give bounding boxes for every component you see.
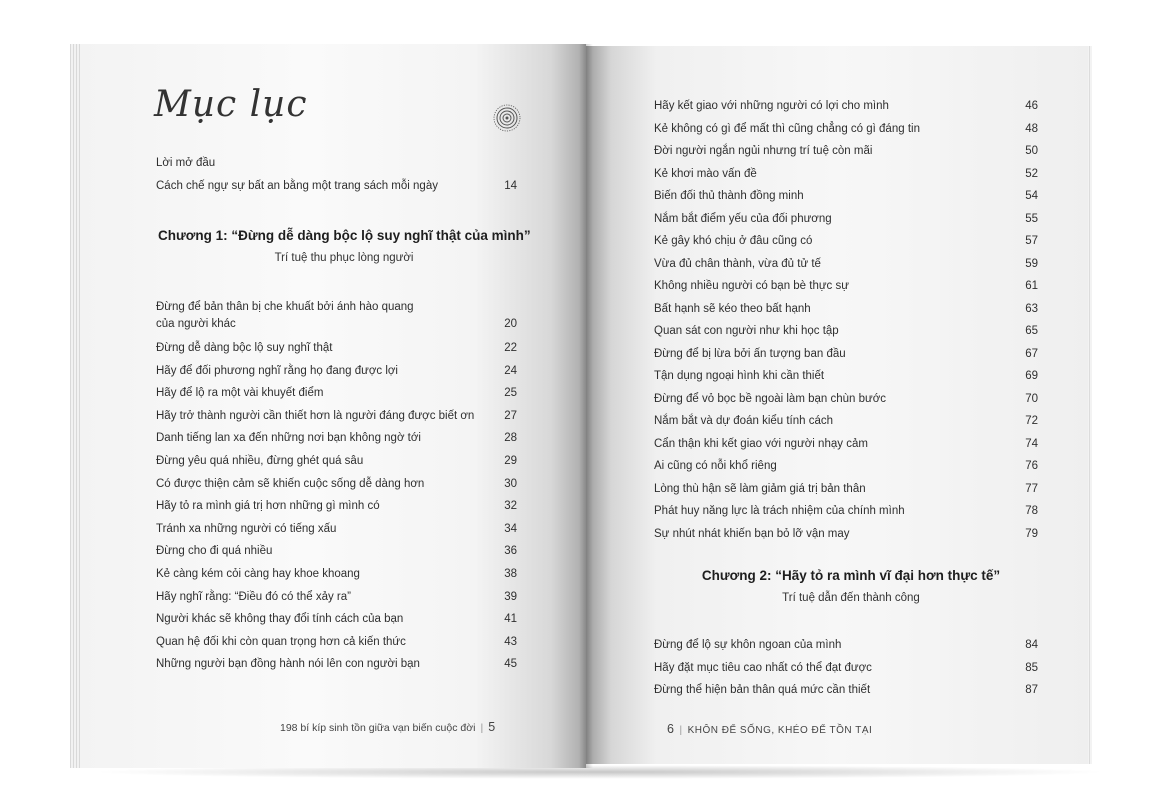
toc-entry-page: 59 — [1025, 257, 1038, 270]
toc-entry-page: 77 — [1025, 482, 1038, 495]
page-number: 5 — [488, 720, 496, 734]
toc-entry-page: 78 — [1025, 505, 1038, 517]
toc-entry-text: Có được thiện cảm sẽ khiến cuộc sống dễ dàng hơn — [156, 477, 425, 490]
toc-entry-text: Những người bạn đồng hành nói lên con người bạn — [156, 658, 420, 671]
footer-book-title: KHÔN ĐỂ SỐNG, KHÉO ĐỂ TỒN TẠI — [687, 725, 873, 736]
toc-entry-text: Ai cũng có nỗi khổ riêng — [654, 460, 777, 472]
toc-entry-page: 45 — [504, 658, 517, 671]
toc-entry-text: Hãy để lộ ra một vài khuyết điểm — [156, 387, 324, 400]
toc-entry-page: 36 — [504, 545, 517, 558]
toc-entry-text: Tránh xa những người có tiếng xấu — [156, 522, 337, 535]
toc-entry-text: Đừng để bị lừa bởi ấn tượng ban đầu — [654, 347, 846, 360]
toc-entry-text: Bất hạnh sẽ kéo theo bất hạnh — [654, 302, 811, 315]
toc-entry-page: 25 — [504, 387, 517, 400]
toc-entry-text: Người khác sẽ không thay đổi tính cách của bạn — [156, 613, 404, 626]
toc-entry-text: Tận dụng ngoại hình khi cần thiết — [654, 370, 825, 382]
toc-entry-text: Cách chế ngự sự bất an bằng một trang sách mỗi ngày — [156, 180, 438, 192]
toc-entry-page: 34 — [504, 522, 517, 535]
toc-entry-page: 38 — [504, 568, 517, 580]
toc-entry-page: 24 — [504, 364, 517, 377]
toc-entry-text: Quan hệ đối khi còn quan trọng hơn cả kiến thức — [156, 635, 406, 648]
toc-entry-text: Nắm bắt và dự đoán kiểu tính cách — [654, 415, 834, 427]
toc-entry-page: 84 — [1025, 639, 1038, 651]
toc-entry-text: Hãy để đối phương nghĩ rằng họ đang được lợi — [156, 364, 398, 377]
toc-entry-text: Quan sát con người như khi học tập — [654, 325, 839, 337]
toc-entry-page: 54 — [1025, 190, 1038, 202]
toc-entry-page: 50 — [1025, 145, 1038, 157]
chapter-1-title: Chương 1: “Đừng dễ dàng bộc lộ suy nghĩ thật của mình” — [158, 228, 531, 243]
toc-entry-page: 57 — [1025, 235, 1038, 247]
toc-entry-text-line1: Đừng để bản thân bị che khuất bởi ánh hào quang — [156, 301, 414, 313]
footer-book-title: 198 bí kíp sinh tồn giữa vạn biến cuộc đời — [280, 722, 476, 734]
toc-entry-page: 52 — [1025, 167, 1038, 180]
toc-entry-text: Không nhiều người có bạn bè thực sự — [654, 280, 849, 292]
toc-entry-page: 55 — [1025, 212, 1038, 225]
toc-entry-page: 30 — [504, 477, 517, 490]
toc-entry-page: 72 — [1025, 415, 1038, 427]
toc-entry-text: Kẻ gây khó chịu ở đâu cũng có — [654, 235, 813, 247]
toc-entry[interactable] — [156, 300, 518, 332]
toc-entry-text: Lời mở đầu — [156, 157, 216, 169]
toc-entry-text: Hãy kết giao với những người có lợi cho mình — [654, 100, 889, 112]
toc-title: Mục lục — [154, 84, 308, 125]
toc-entry-page: 61 — [1025, 280, 1038, 292]
toc-entry-page: 29 — [504, 455, 517, 467]
chapter-2-title: Chương 2: “Hãy tỏ ra mình vĩ đại hơn thực tế” — [701, 568, 1001, 583]
toc-entry-text: Kẻ không có gì để mất thì cũng chẳng có gì đáng tin — [654, 122, 920, 135]
toc-entry-page: 20 — [504, 318, 517, 330]
toc-entry-text: Hãy đặt mục tiêu cao nhất có thể đạt được — [654, 661, 872, 674]
toc-entry-text: Đừng dễ dàng bộc lộ suy nghĩ thật — [156, 342, 333, 354]
toc-entry-page: 87 — [1025, 684, 1038, 697]
toc-entry-text: Đừng cho đi quá nhiều — [156, 545, 273, 558]
toc-entry-page: 69 — [1025, 370, 1038, 382]
toc-entry-page: 14 — [504, 180, 517, 192]
toc-entry-page: 27 — [504, 409, 517, 422]
left-footer: 198 bí kíp sinh tồn giữa vạn biến cuộc đời | 5 — [280, 720, 496, 734]
chapter-2-subtitle: Trí tuệ dẫn đến thành công — [782, 592, 920, 604]
toc-entry-page: 48 — [1025, 122, 1038, 135]
chapter-1-subtitle: Trí tuệ thu phục lòng người — [274, 252, 414, 264]
toc-entry-text: Nắm bắt điểm yếu của đối phương — [654, 212, 832, 225]
toc-entry-text: Hãy nghĩ rằng: “Điều đó có thể xảy ra” — [156, 590, 351, 603]
toc-entry-text: Đừng để vỏ bọc bề ngoài làm bạn chùn bước — [654, 392, 886, 405]
toc-entry-text: Sự nhút nhát khiến bạn bỏ lỡ vận may — [654, 527, 850, 540]
toc-entry-text: Phát huy năng lực là trách nhiệm của chính mình — [654, 505, 905, 517]
toc-entry-text: Kẻ càng kém cỏi càng hay khoe khoang — [156, 568, 360, 580]
toc-entry-text: Hãy trở thành người cần thiết hơn là người đáng được biết ơn — [156, 409, 475, 422]
toc-entry-text: Đời người ngắn ngủi nhưng trí tuệ còn mãi — [654, 145, 873, 157]
toc-entry-page: 43 — [504, 635, 517, 648]
toc-entry-page: 79 — [1025, 527, 1038, 540]
right-page — [586, 46, 1088, 764]
toc-entry-page: 67 — [1025, 347, 1038, 360]
spiral-ornament-icon — [493, 104, 521, 132]
toc-entry-page: 76 — [1025, 460, 1038, 472]
toc-entry-page: 63 — [1025, 302, 1038, 315]
toc-entry-page: 41 — [504, 613, 517, 626]
toc-entry-text: Lòng thù hận sẽ làm giảm giá trị bản thân — [654, 482, 866, 495]
toc-entry-text: Đừng thể hiện bản thân quá mức cần thiết — [654, 684, 871, 697]
page-number: 6 — [667, 722, 675, 736]
toc-entry-page: 32 — [504, 500, 517, 513]
toc-entry-page: 39 — [504, 590, 517, 603]
toc-entry-page: 74 — [1025, 437, 1038, 450]
toc-entry-text-line2: của người khác — [156, 318, 236, 330]
toc-entry-text: Biến đối thủ thành đồng minh — [654, 190, 804, 202]
toc-entry-text: Danh tiếng lan xa đến những nơi bạn không ngờ tới — [156, 432, 421, 445]
toc-entry-page: 65 — [1025, 325, 1038, 337]
left-page — [80, 44, 586, 768]
toc-entry-text: Cẩn thận khi kết giao với người nhạy cảm — [654, 437, 868, 450]
toc-entry-page: 85 — [1025, 661, 1038, 674]
toc-entry-text: Kẻ khơi mào vấn đề — [654, 167, 757, 180]
toc-entry-text: Đừng yêu quá nhiều, đừng ghét quá sâu — [156, 455, 364, 467]
toc-entry-page: 46 — [1025, 100, 1038, 112]
toc-entry-text: Hãy tỏ ra mình giá trị hơn những gì mình có — [156, 500, 380, 513]
toc-entry-page: 22 — [504, 342, 517, 354]
right-footer: 6 | KHÔN ĐỂ SỐNG, KHÉO ĐỂ TỒN TẠI — [667, 722, 873, 736]
toc-entry-page: 28 — [504, 432, 517, 445]
toc-entry-text: Vừa đủ chân thành, vừa đủ tử tế — [654, 257, 821, 270]
toc-entry-page: 70 — [1025, 392, 1038, 405]
book-spine — [579, 44, 593, 768]
toc-entry-text: Đừng để lộ sự khôn ngoan của mình — [654, 639, 842, 651]
